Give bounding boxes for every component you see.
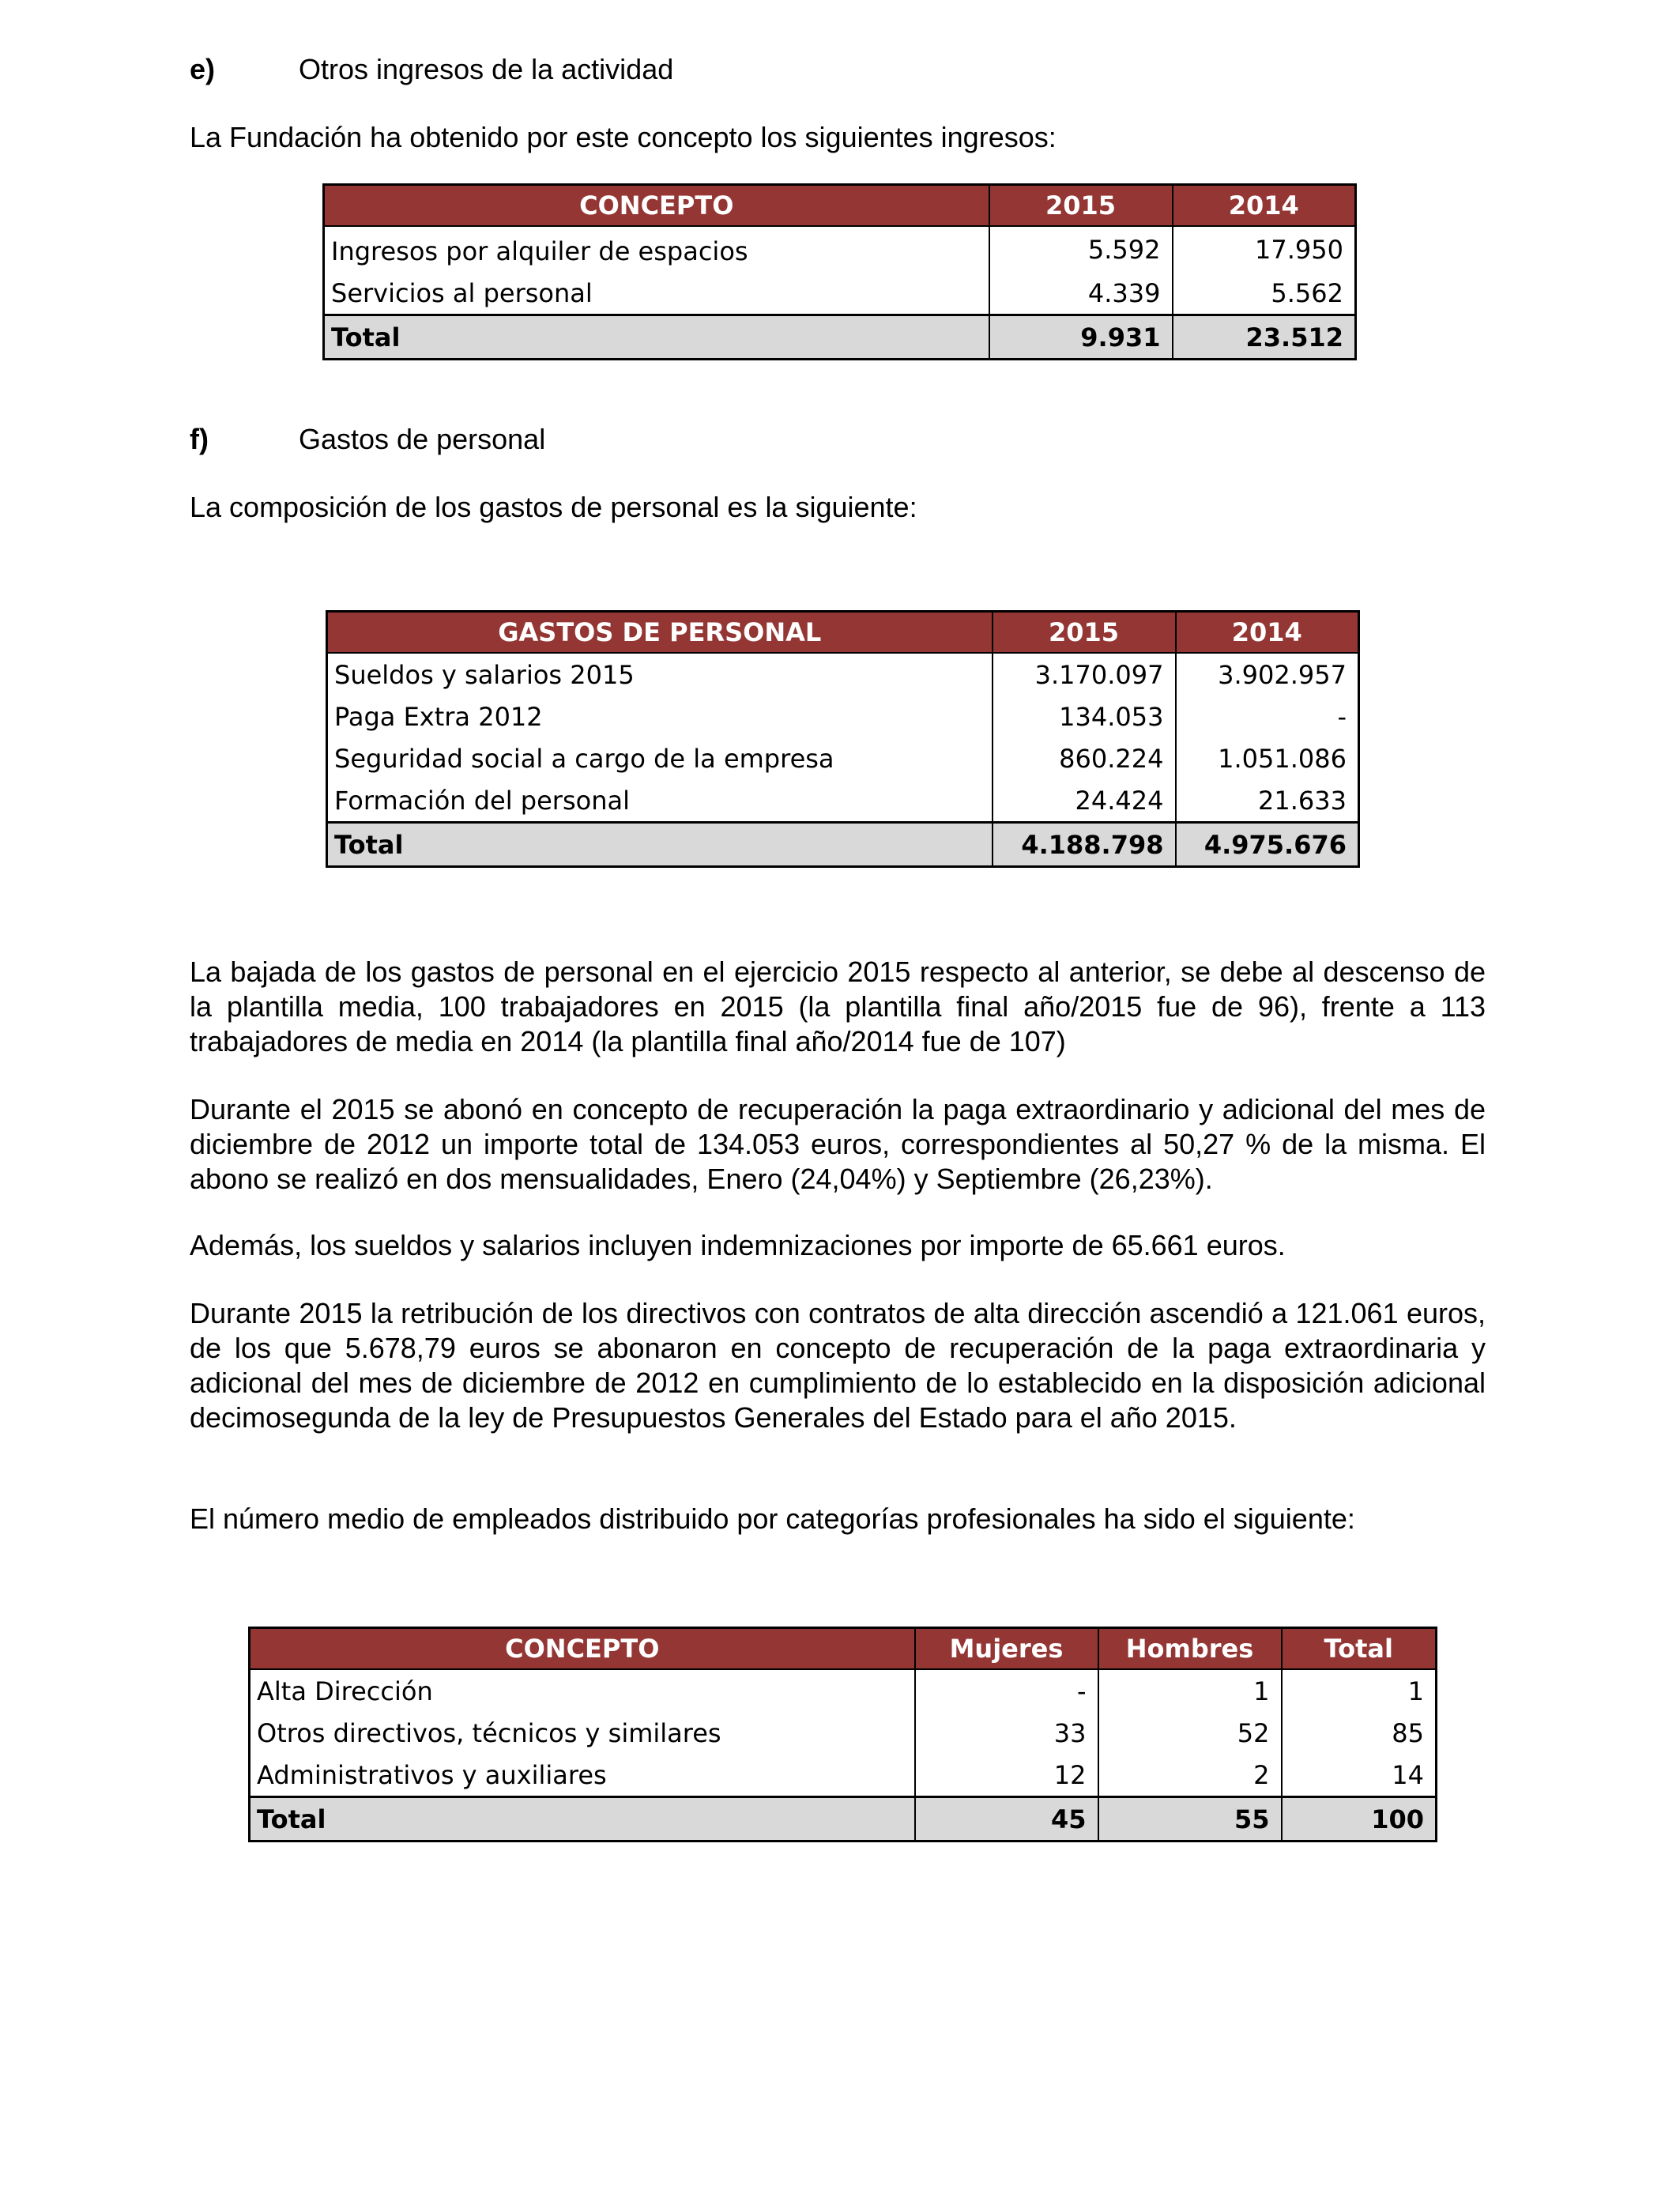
- total-value-2015: 9.931: [989, 315, 1173, 360]
- row-hombres: 2: [1098, 1754, 1282, 1797]
- row-mujeres: 33: [915, 1712, 1098, 1754]
- header-concepto: CONCEPTO: [324, 185, 989, 227]
- total-hombres: 55: [1098, 1797, 1282, 1842]
- section-e-intro: La Fundación ha obtenido por este concepto los siguientes ingresos:: [190, 121, 1057, 153]
- row-label: Seguridad social a cargo de la empresa: [327, 737, 993, 779]
- row-label: Ingresos por alquiler de espacios: [324, 226, 989, 272]
- total-value-2014: 23.512: [1173, 315, 1356, 360]
- paragraph-indemnizaciones: Además, los sueldos y salarios incluyen indemnizaciones por importe de 65.661 euros.: [190, 1229, 1286, 1261]
- total-mujeres: 45: [915, 1797, 1098, 1842]
- total-value-2014: 4.975.676: [1176, 823, 1359, 867]
- header-concepto: CONCEPTO: [250, 1628, 915, 1670]
- header-2014: 2014: [1173, 185, 1356, 227]
- total-label: Total: [250, 1797, 915, 1842]
- row-value-2015: 134.053: [993, 696, 1176, 737]
- section-f-title: Gastos de personal: [299, 423, 546, 455]
- table-total-row: [250, 1797, 1437, 1842]
- table-row: [327, 696, 1359, 737]
- table-row: [327, 779, 1359, 823]
- table-row: [250, 1712, 1437, 1754]
- table-row: [250, 1669, 1437, 1712]
- row-value-2014: 17.950: [1173, 226, 1356, 272]
- row-value-2015: 24.424: [993, 779, 1176, 823]
- row-value-2014: 3.902.957: [1176, 653, 1359, 696]
- section-e-heading: [190, 52, 673, 87]
- table-row: [327, 737, 1359, 779]
- paragraph-bajada-gastos: La bajada de los gastos de personal en el ejercicio 2015 respecto al anterior, se debe al descenso de la plantilla media, 100 trabajadores en 2015 (la plantilla final año/2015 fue de 96), frente a 113 trabajadores de media en 2014 (la plantilla final año/2014 fue de 107): [190, 956, 1486, 1057]
- row-total: 1: [1282, 1669, 1437, 1712]
- empleados-table: [248, 1627, 1437, 1842]
- header-2015: 2015: [993, 612, 1176, 654]
- table-header-row: [327, 612, 1359, 654]
- table-header-row: [324, 185, 1356, 227]
- row-value-2015: 3.170.097: [993, 653, 1176, 696]
- row-hombres: 52: [1098, 1712, 1282, 1754]
- row-total: 14: [1282, 1754, 1437, 1797]
- row-label: Formación del personal: [327, 779, 993, 823]
- row-value-2015: 860.224: [993, 737, 1176, 779]
- total-value-2015: 4.188.798: [993, 823, 1176, 867]
- row-value-2015: 4.339: [989, 272, 1173, 315]
- total-label: Total: [324, 315, 989, 360]
- row-value-2014: 21.633: [1176, 779, 1359, 823]
- total-label: Total: [327, 823, 993, 867]
- section-e-letter: e): [190, 53, 216, 85]
- header-total: Total: [1282, 1628, 1437, 1670]
- otros-ingresos-table: [322, 183, 1357, 360]
- table-row: [250, 1754, 1437, 1797]
- table-total-row: [327, 823, 1359, 867]
- header-mujeres: Mujeres: [915, 1628, 1098, 1670]
- row-value-2014: 1.051.086: [1176, 737, 1359, 779]
- row-label: Paga Extra 2012: [327, 696, 993, 737]
- row-label: Administrativos y auxiliares: [250, 1754, 915, 1797]
- header-hombres: Hombres: [1098, 1628, 1282, 1670]
- section-f-intro: La composición de los gastos de personal es la siguiente:: [190, 491, 917, 523]
- paragraph-numero-medio: El número medio de empleados distribuido por categorías profesionales ha sido el siguiente:: [190, 1502, 1355, 1535]
- table-row: [324, 226, 1356, 272]
- header-2015: 2015: [989, 185, 1173, 227]
- table-row: [327, 653, 1359, 696]
- row-label: Otros directivos, técnicos y similares: [250, 1712, 915, 1754]
- row-hombres: 1: [1098, 1669, 1282, 1712]
- paragraph-alta-direccion: Durante 2015 la retribución de los directivos con contratos de alta dirección ascendió a 121.061 euros, de los que 5.678,79 euros se abonaron en concepto de recuperación de la paga extraordinaria y adicional del mes de diciembre de 2012 en cumplimiento de lo establecido en la disposición adicional decimosegunda de la ley de Presupuestos Generales del Estado para el año 2015.: [190, 1297, 1486, 1434]
- header-2014: 2014: [1176, 612, 1359, 654]
- row-label: Servicios al personal: [324, 272, 989, 315]
- row-mujeres: 12: [915, 1754, 1098, 1797]
- gastos-personal-table: [326, 610, 1360, 868]
- row-value-2014: -: [1176, 696, 1359, 737]
- section-e-title: Otros ingresos de la actividad: [299, 53, 674, 85]
- row-label: Alta Dirección: [250, 1669, 915, 1712]
- header-gastos-de-personal: GASTOS DE PERSONAL: [327, 612, 993, 654]
- row-total: 85: [1282, 1712, 1437, 1754]
- row-mujeres: -: [915, 1669, 1098, 1712]
- paragraph-paga-extra: Durante el 2015 se abonó en concepto de recuperación la paga extraordinario y adicional del mes de diciembre de 2012 un importe total de 134.053 euros, correspondientes al 50,27 % de la misma. El abono se realizó en dos mensualidades, Enero (24,04%) y Septiembre (26,23%).: [190, 1093, 1486, 1195]
- table-total-row: [324, 315, 1356, 360]
- total-total: 100: [1282, 1797, 1437, 1842]
- section-f-letter: f): [190, 423, 209, 455]
- row-value-2014: 5.562: [1173, 272, 1356, 315]
- table-header-row: [250, 1628, 1437, 1670]
- table-row: [324, 272, 1356, 315]
- row-value-2015: 5.592: [989, 226, 1173, 272]
- row-label: Sueldos y salarios 2015: [327, 653, 993, 696]
- section-f-heading: [190, 422, 545, 457]
